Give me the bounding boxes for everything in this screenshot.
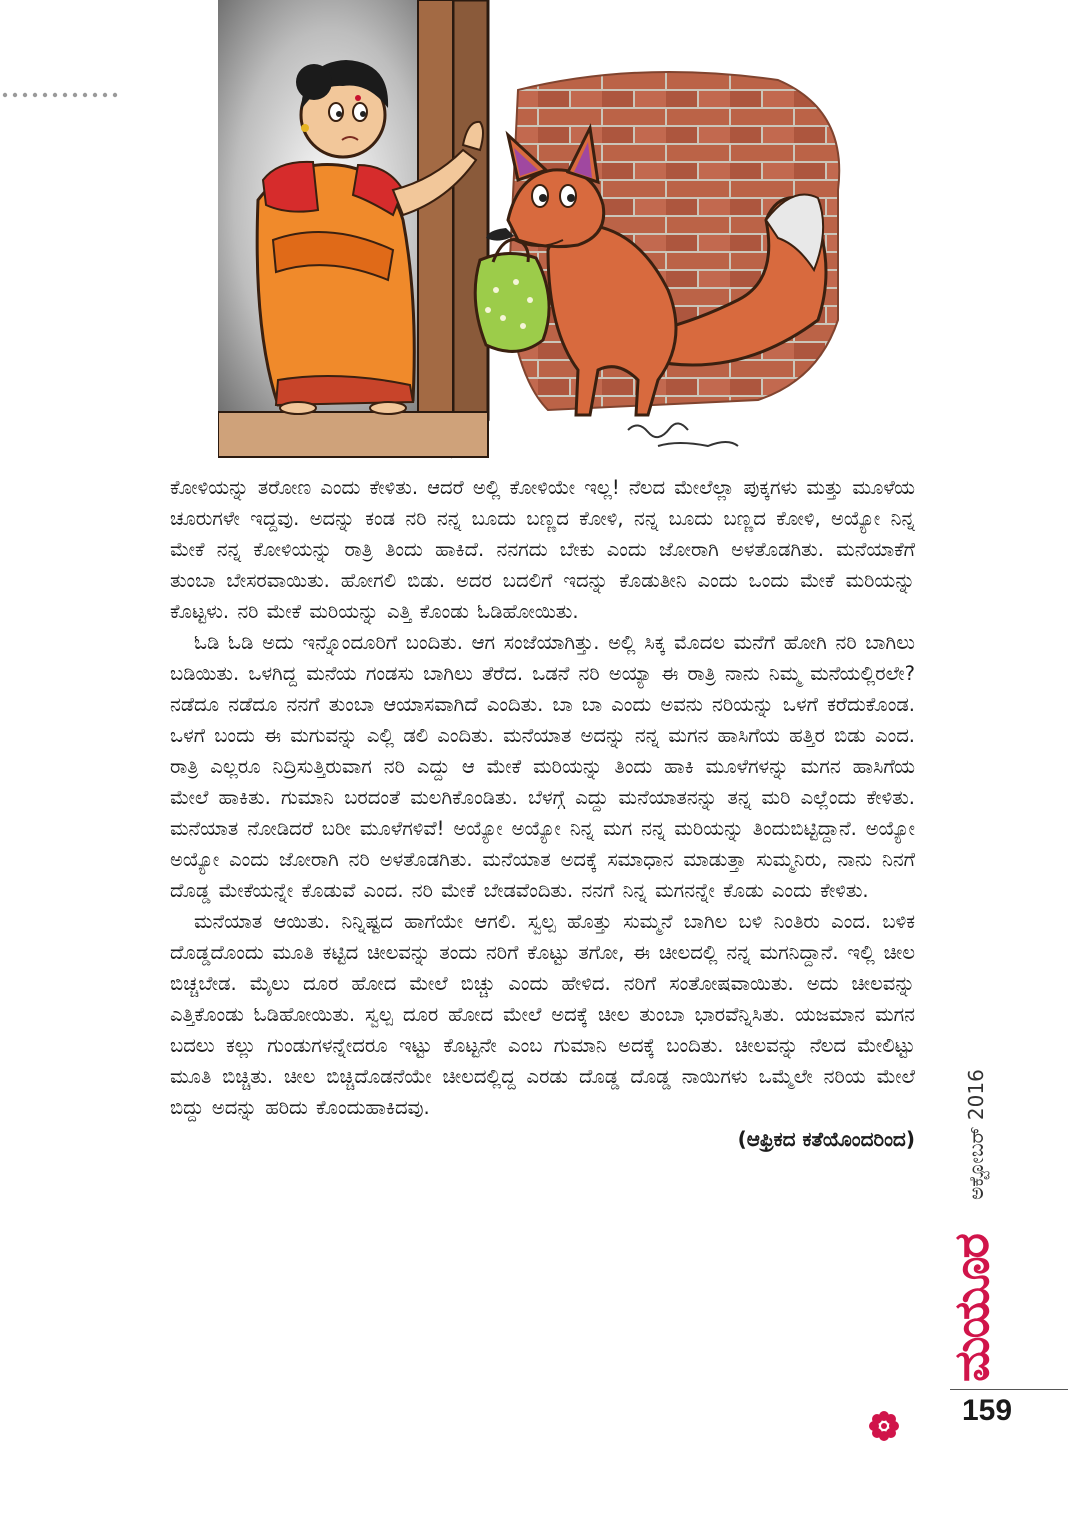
door-frame <box>453 0 488 455</box>
magazine-logo: ಮಯೂರ <box>944 1234 1000 1382</box>
page-number-rule <box>950 1389 1068 1390</box>
story-source: (ಆಫ್ರಿಕದ ಕತೆಯೊಂದರಿಂದ) <box>737 1127 915 1151</box>
story-illustration <box>218 0 850 460</box>
decorative-dots <box>0 90 120 100</box>
story-paragraph-2: ಓಡಿ ಓಡಿ ಅದು ಇನ್ನೊಂದೂರಿಗೆ ಬಂದಿತು. ಆಗ ಸಂಜೆಯಾಗಿತ್ತು. ಅಲ್ಲಿ ಸಿಕ್ಕ ಮೊದಲ ಮನೆಗೆ ಹೋಗಿ ನರಿ ಬಾಗಿಲು ಬಡಿಯಿತು. ಒಳಗಿದ್ದ ಮನೆಯ ಗಂಡಸು ಬಾಗಿಲು ತೆರೆದ. ಒಡನೆ ನರಿ ಅಯ್ಯಾ ಈ ರಾತ್ರಿ ನಾನು ನಿಮ್ಮ ಮನೆಯಲ್ಲಿರಲೇ? ನಡೆದೂ ನಡೆದೂ ನನಗೆ ತುಂಬಾ ಆಯಾಸವಾಗಿದೆ ಎಂದಿತು. ಬಾ ಬಾ ಎಂದು ಅವನು ನರಿಯನ್ನು ಒಳಗೆ ಕರೆದುಕೊಂಡ. ಒಳಗೆ ಬಂದು ಈ ಮಗುವನ್ನು ಎಲ್ಲಿ ಡಲಿ ಎಂದಿತು. ಮನೆಯಾತ ಅದನ್ನು ನನ್ನ ಮಗನ ಹಾಸಿಗೆಯ ಹತ್ತಿರ ಬಿಡು ಎಂದ. ರಾತ್ರಿ ಎಲ್ಲರೂ ನಿದ್ರಿಸುತ್ತಿರುವಾಗ ನರಿ ಎದ್ದು ಆ ಮೇಕೆ ಮರಿಯನ್ನು ತಿಂದು ಹಾಕಿ ಮೂಳೆಗಳನ್ನು ಮಗನ ಹಾಸಿಗೆಯ ಮೇಲೆ ಹಾಕಿತು. ಗುಮಾನಿ ಬರದಂತೆ ಮಲಗಿಕೊಂಡಿತು. ಬೆಳಗ್ಗೆ ಎದ್ದು ಮನೆಯಾತನನ್ನು ತನ್ನ ಮರಿ ಎಲ್ಲೆಂದು ಕೇಳಿತು. ಮನೆಯಾತ ನೋಡಿದರೆ ಬರೀ ಮೂಳೆಗಳಿವೆ! ಅಯ್ಯೋ ಅಯ್ಯೋ ನಿನ್ನ ಮಗ ನನ್ನ ಮರಿಯನ್ನು ತಿಂದುಬಿಟ್ಟಿದ್ದಾನೆ. ಅಯ್ಯೋ ಅಯ್ಯೋ ಎಂದು ಜೋರಾಗಿ ನರಿ ಅಳತೊಡಗಿತು. ಮನೆಯಾತ ಅದಕ್ಕೆ ಸಮಾಧಾನ ಮಾಡುತ್ತಾ ಸುಮ್ಮನಿರು, ನಾನು ನಿನಗೆ ದೊಡ್ಡ ಮೇಕೆಯನ್ನೇ ಕೊಡುವೆ ಎಂದ. ನರಿ ಮೇಕೆ ಬೇಡವೆಂದಿತು. ನನಗೆ ನಿನ್ನ ಮಗನನ್ನೇ ಕೊಡು ಎಂದು ಕೇಳಿತು. <box>170 631 915 902</box>
story-paragraph-3: ಮನೆಯಾತ ಆಯಿತು. ನಿನ್ನಿಷ್ಟದ ಹಾಗೆಯೇ ಆಗಲಿ. ಸ್ವಲ್ಪ ಹೊತ್ತು ಸುಮ್ಮನೆ ಬಾಗಿಲ ಬಳಿ ನಿಂತಿರು ಎಂದ. ಬಳಿಕ ದೊಡ್ಡದೊಂದು ಮೂತಿ ಕಟ್ಟಿದ ಚೀಲವನ್ನು ತಂದು ನರಿಗೆ ಕೊಟ್ಟು ತಗೋ, ಈ ಚೀಲದಲ್ಲಿ ನನ್ನ ಮಗನಿದ್ದಾನೆ. ಇಲ್ಲಿ ಚೀಲ ಬಿಚ್ಚಬೇಡ. ಮೈಲು ದೂರ ಹೋದ ಮೇಲೆ ಬಿಚ್ಚು ಎಂದು ಹೇಳಿದ. ನರಿಗೆ ಸಂತೋಷವಾಯಿತು. ಅದು ಚೀಲವನ್ನು ಎತ್ತಿಕೊಂಡು ಓಡಿಹೋಯಿತು. ಸ್ವಲ್ಪ ದೂರ ಹೋದ ಮೇಲೆ ಅದಕ್ಕೆ ಚೀಲ ತುಂಬಾ ಭಾರವೆನ್ನಿಸಿತು. ಯಜಮಾನ ಮಗನ ಬದಲು ಕಲ್ಲು ಗುಂಡುಗಳನ್ನೇದರೂ ಇಟ್ಟು ಕೊಟ್ಟನೇ ಎಂಬ ಗುಮಾನಿ ಅದಕ್ಕೆ ಬಂದಿತು. ಚೀಲವನ್ನು ನೆಲದ ಮೇಲಿಟ್ಟು ಮೂತಿ ಬಿಚ್ಚಿತು. ಚೀಲ ಬಿಚ್ಚಿದೊಡನೆಯೇ ಚೀಲದಲ್ಲಿದ್ದ ಎರಡು ದೊಡ್ಡ ದೊಡ್ಡ ನಾಯಿಗಳು ಒಮ್ಮೆಲೇ ನರಿಯ ಮೇಲೆ ಬಿದ್ದು ಅದನ್ನು ಹರಿದು ಕೊಂದುಹಾಕಿದವು. <box>170 910 915 1119</box>
artist-signature <box>628 423 738 446</box>
story-body <box>170 472 915 1151</box>
page-number: 159 <box>962 1394 1013 1427</box>
story-paragraph-1: ಕೋಳಿಯನ್ನು ತರೋಣ ಎಂದು ಕೇಳಿತು. ಆದರೆ ಅಲ್ಲಿ ಕೋಳಿಯೇ ಇಲ್ಲ! ನೆಲದ ಮೇಲೆಲ್ಲಾ ಪುಕ್ಕಗಳು ಮತ್ತು ಮೂಳೆಯ ಚೂರುಗಳೇ ಇದ್ದವು. ಅದನ್ನು ಕಂಡ ನರಿ ನನ್ನ ಬೂದು ಬಣ್ಣದ ಕೋಳಿ, ನನ್ನ ಬೂದು ಬಣ್ಣದ ಕೋಳಿ, ಅಯ್ಯೋ ನಿನ್ನ ಮೇಕೆ ನನ್ನ ಕೋಳಿಯನ್ನು ರಾತ್ರಿ ತಿಂದು ಹಾಕಿದೆ. ನನಗದು ಬೇಕು ಎಂದು ಜೋರಾಗಿ ಅಳತೊಡಗಿತು. ಮನೆಯಾಕೆಗೆ ತುಂಬಾ ಬೇಸರವಾಯಿತು. ಹೋಗಲಿ ಬಿಡು. ಅದರ ಬದಲಿಗೆ ಇದನ್ನು ಕೊಡುತೀನಿ ಎಂದು ಒಂದು ಮೇಕೆ ಮರಿಯನ್ನು ಕೊಟ್ಟಳು. ನರಿ ಮೇಕೆ ಮರಿಯನ್ನು ಎತ್ತಿ ಕೊಂಡು ಓಡಿಹೋಯಿತು. <box>170 476 915 623</box>
issue-date: ಅಕ್ಟೋಬರ್ 2016 <box>964 1069 988 1200</box>
flower-ornament-icon <box>868 1410 900 1442</box>
bag <box>475 253 549 351</box>
